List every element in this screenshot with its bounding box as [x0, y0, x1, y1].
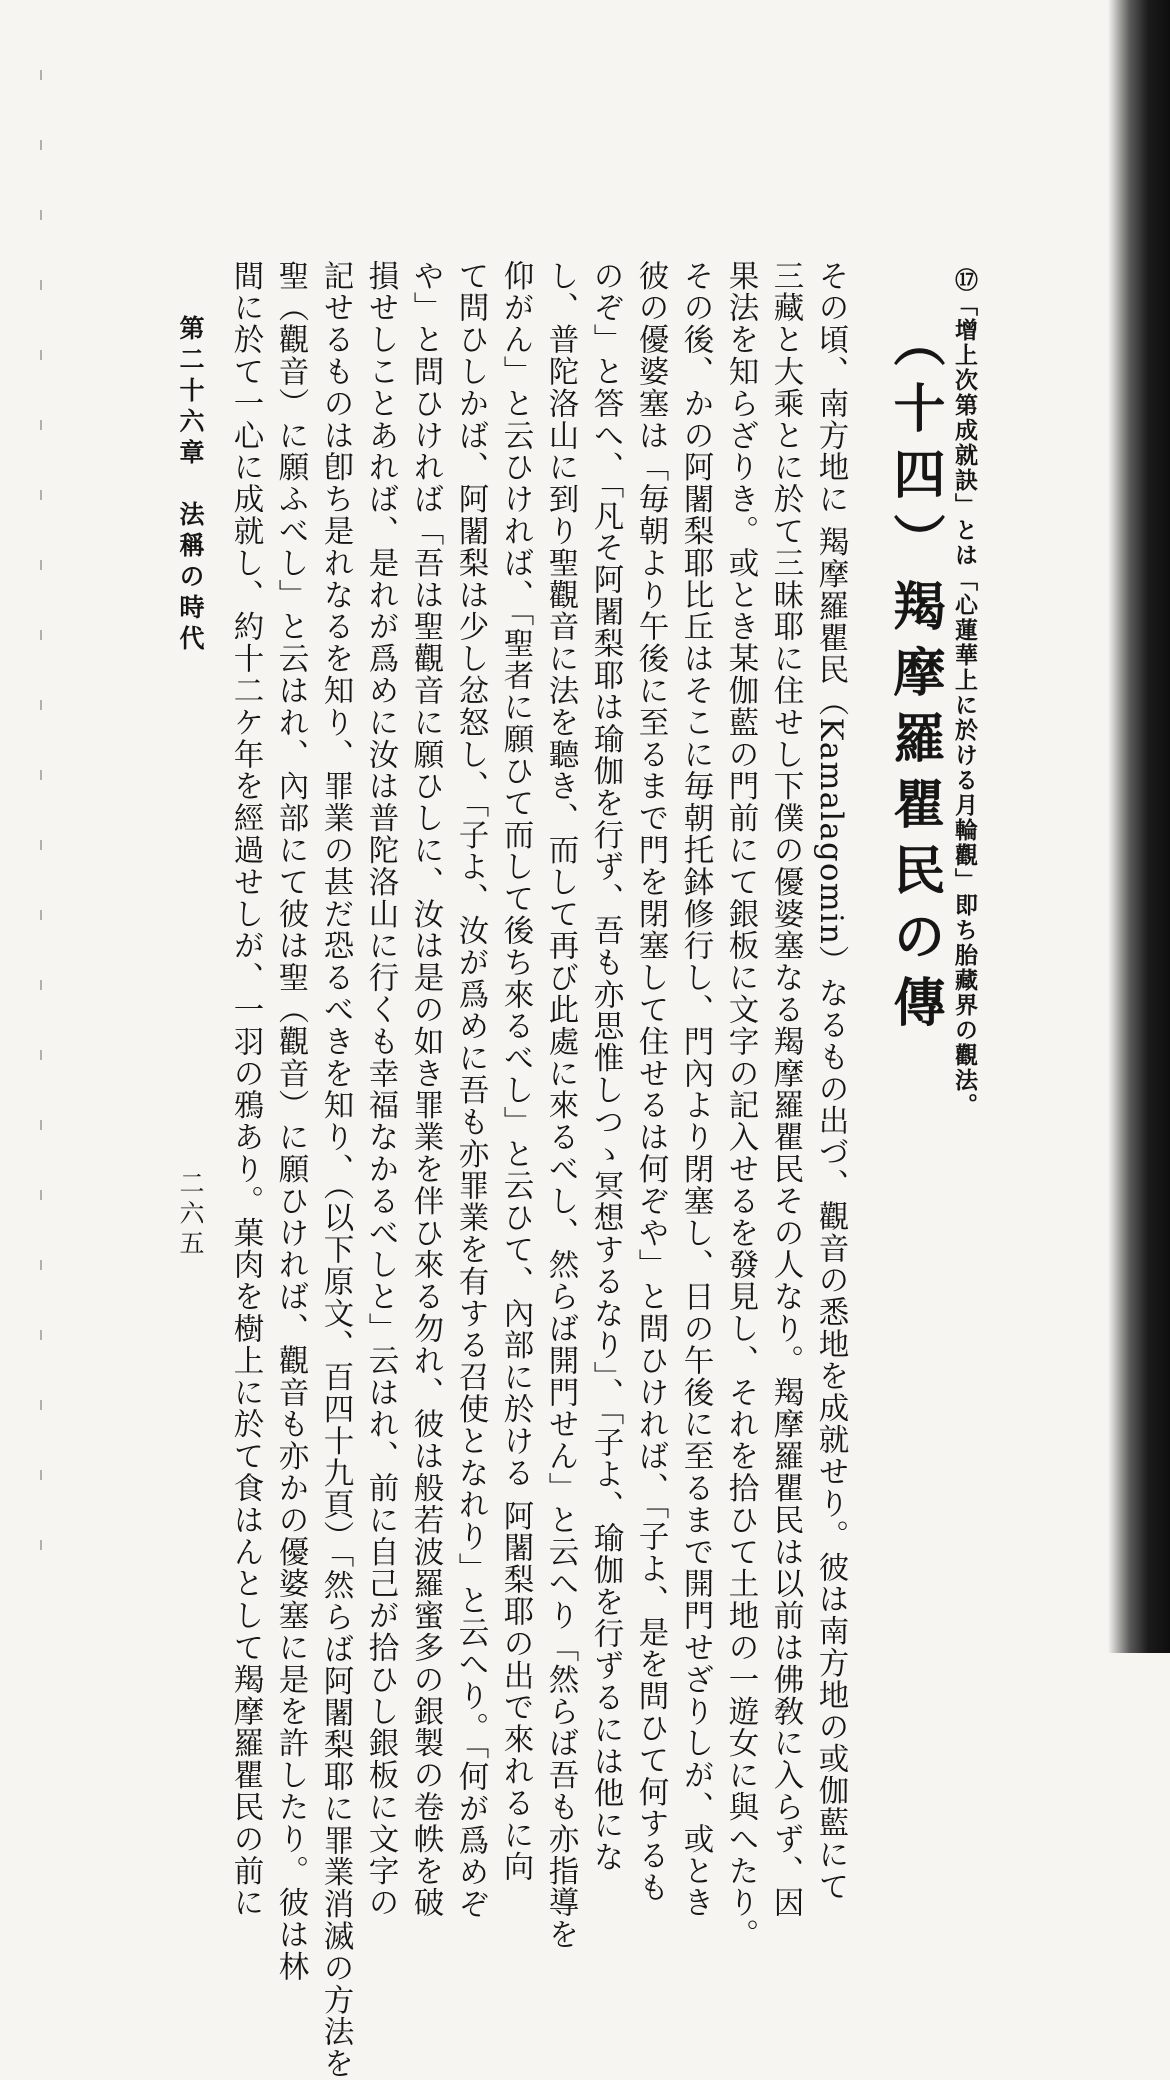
body-line: て問ひしかば、阿闍梨は少し忿怒し、「子よ、汝が爲めに吾も亦罪業を有する召使となれり」と云へり。「何が爲めぞ — [453, 260, 488, 1921]
body-line: のぞ」と答へ、「凡そ阿闍梨耶は瑜伽を行ず、吾も亦思惟しつゝ冥想するなり」、「子よ、瑜伽を行ずるには他にな — [588, 260, 623, 1874]
body-line: 仰がん」と云ひければ、「聖者に願ひて而して後ち來るべし」と云ひて、內部に於ける 阿闍梨耶の出で來れるに向 — [498, 260, 533, 1883]
body-line: 果法を知らざりき。或とき某伽藍の門前にて銀板に文字の記入せるを發見し、それを拾ひて土地の一遊女に與へたり。 — [723, 260, 758, 1951]
body-line: その頃、南方地に 羯摩羅瞿民（Kamalagomin）なるもの出づ、觀音の悉地を成就せり。彼は南方地の或伽藍にて — [813, 260, 848, 1903]
body-line: 記せるものは卽ち是れなるを知り、罪業の甚だ恐るべきを知り、（以下原文、百四十九頁）「然らば阿闍梨耶に罪業消滅の方法を — [318, 260, 353, 2080]
scan-edge-marks — [40, 70, 42, 1600]
book-spine-shadow — [1108, 0, 1170, 1653]
section-title: （十四）羯摩羅瞿民の傳 — [884, 315, 945, 1041]
body-line: や」と問ひければ「吾は聖觀音に願ひしに、汝は是の如き罪業を伴ひ來る勿れ、彼は般若波羅蜜多の銀製の卷帙を破 — [408, 260, 443, 1919]
body-line: 損せしことあれば、是れが爲めに汝は普陀洛山に行くも幸福なかるべしと」云はれ、前に自己が拾ひし銀板に文字の — [363, 260, 398, 1919]
page-number: 二六五 — [176, 1170, 205, 1260]
running-footer-chapter: 第二十六章 法稱の時代 — [176, 315, 205, 656]
header-note: ⑰「增上次第成就訣」とは「心蓮華上に於ける月輪觀」即ち胎藏界の觀法。 — [951, 268, 978, 1118]
body-line: 間に於て一心に成就し、約十二ケ年を經過せしが、一羽の鴉あり。菓肉を樹上に於て食はんとして羯摩羅瞿民の前に — [228, 260, 263, 1919]
body-line: 彼の優婆塞は「毎朝より午後に至るまで門を閉塞して住せるは何ぞや」と問ひければ、「子よ、是を問ひて何するも — [633, 260, 668, 1904]
body-line: 三藏と大乘とに於て三昧耶に住せし下僕の優婆塞なる羯摩羅瞿民その人なり。羯摩羅瞿民は以前は佛敎に入らず、因 — [768, 260, 803, 1919]
body-line: 聖（觀音）に願ふべし」と云はれ、內部にて彼は聖（觀音）に願ひければ、觀音も亦かの優婆塞に是を許したり。彼は林 — [273, 260, 308, 1983]
body-line: し、普陀洛山に到り聖觀音に法を聽き、而して再び此處に來るべし、然らば開門せん」と云へり「然らば吾も亦指導を — [543, 260, 578, 1951]
body-line: その後、かの阿闍梨耶比丘はそこに毎朝托鉢修行し、門內より閉塞し、日の午後に至るまで開門せざりしが、或とき — [678, 260, 713, 1919]
